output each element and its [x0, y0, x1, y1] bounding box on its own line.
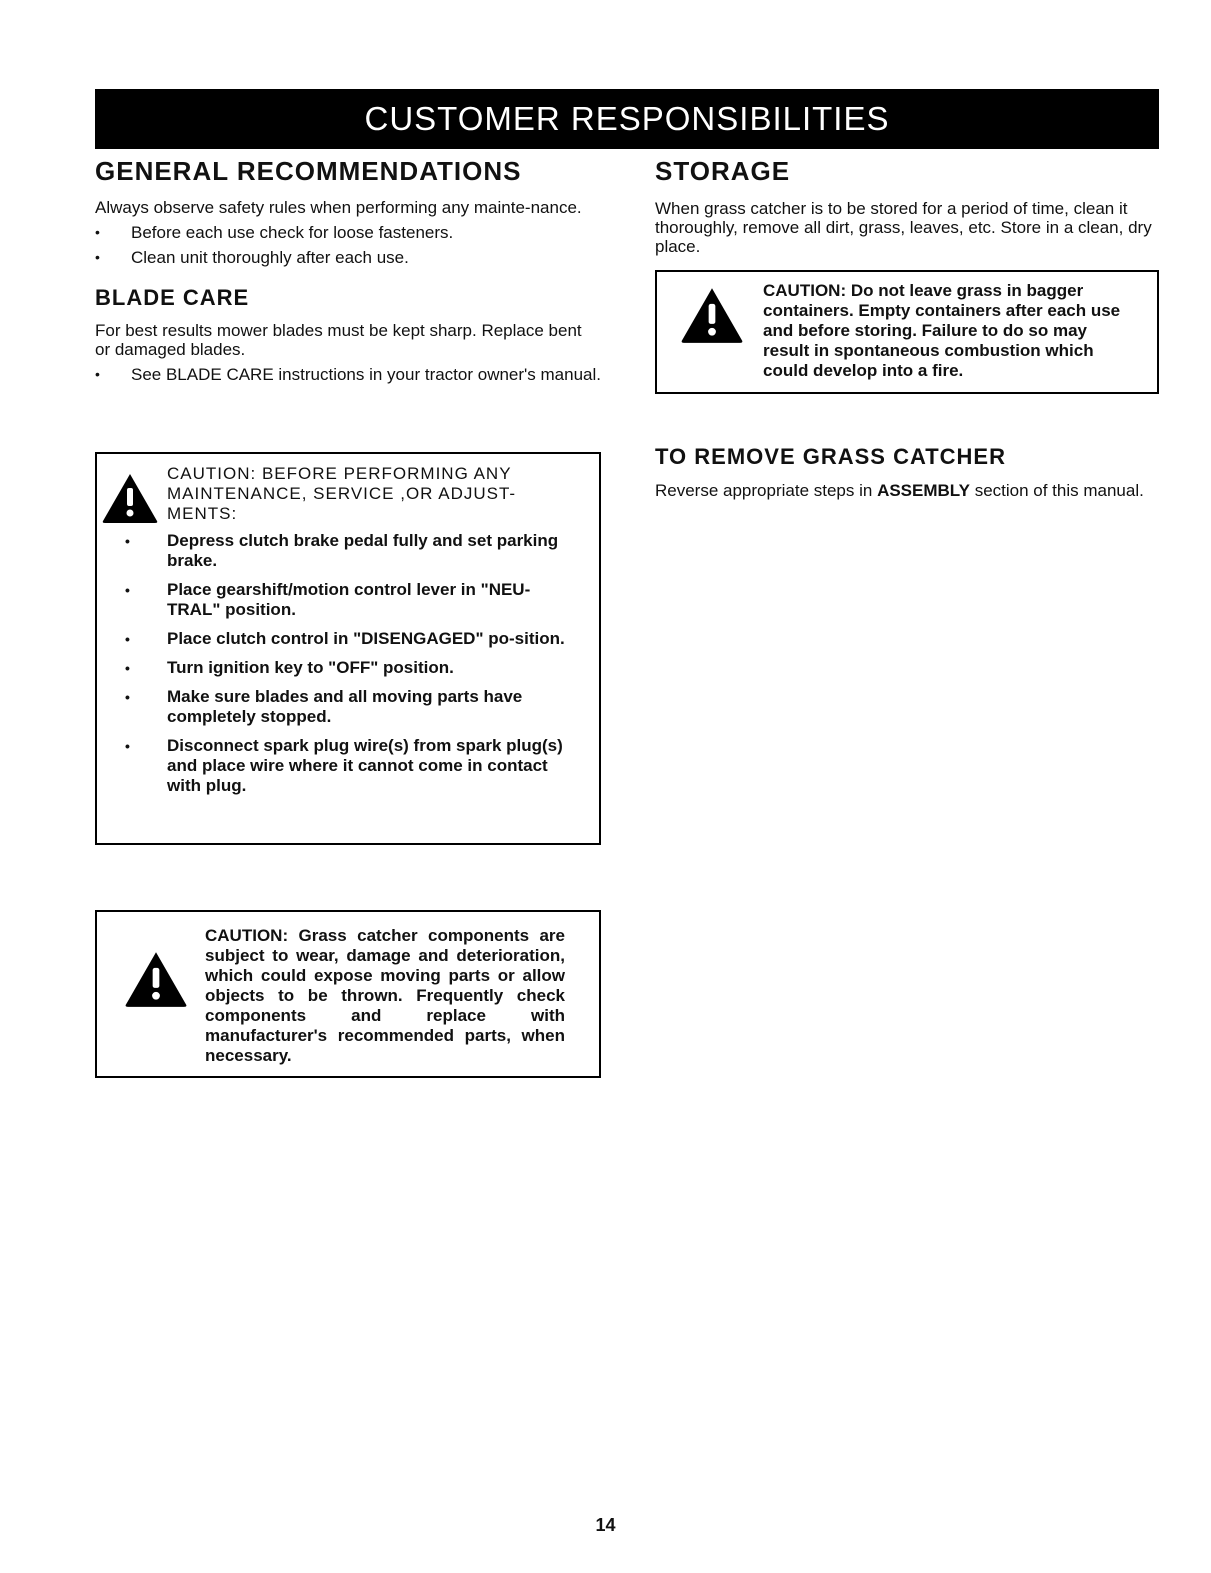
list-item: • Make sure blades and all moving parts have completely stopped.: [97, 687, 567, 727]
remove-section: [655, 444, 1161, 500]
warning-icon: [101, 472, 159, 524]
list-item: • Place clutch control in "DISENGAGED" po-sition.: [97, 629, 567, 649]
page-banner: [95, 89, 1159, 149]
list-item: • Depress clutch brake pedal fully and set parking brake.: [97, 531, 567, 571]
list-item: • Turn ignition key to "OFF" position.: [97, 658, 567, 678]
left-column: [95, 156, 601, 384]
remove-heading: TO REMOVE GRASS CATCHER: [655, 444, 1006, 469]
banner-title: CUSTOMER RESPONSIBILITIES: [364, 100, 890, 137]
list-item: • Disconnect spark plug wire(s) from spark plug(s) and place wire where it cannot come in contact with plug.: [97, 736, 567, 796]
caution-storage-text: CAUTION: Do not leave grass in bagger containers. Empty containers after each use and before storing. Failure to do so may result in spontaneous combustion which could develop into a fire.: [763, 281, 1121, 380]
caution-storage-box: [655, 270, 1159, 394]
storage-heading: STORAGE: [655, 156, 791, 186]
caution-components-box: [95, 910, 601, 1078]
warning-icon: [123, 950, 189, 1008]
list-item: • Clean unit thoroughly after each use.: [95, 248, 601, 267]
general-bullets: [95, 223, 601, 267]
storage-text: When grass catcher is to be stored for a period of time, clean it thoroughly, remove all dirt, grass, leaves, etc. Store in a clean, dry place.: [655, 199, 1152, 256]
general-heading: GENERAL RECOMMENDATIONS: [95, 156, 522, 186]
page-number: 14: [595, 1515, 616, 1535]
caution-maintenance-list: [97, 522, 567, 796]
list-item: • See BLADE CARE instructions in your tractor owner's manual.: [95, 365, 601, 384]
right-column: [655, 156, 1161, 256]
remove-text-part: Reverse appropriate steps in: [655, 481, 878, 500]
caution-maintenance-header: CAUTION: BEFORE PERFORMING ANY MAINTENANCE, SERVICE ,OR ADJUST-MENTS:: [167, 464, 517, 523]
list-item: • Before each use check for loose fasteners.: [95, 223, 601, 242]
blade-care-heading: BLADE CARE: [95, 285, 250, 310]
remove-text-part: section of this manual.: [969, 481, 1144, 500]
remove-text: [655, 481, 1161, 500]
remove-text-bold: ASSEMBLY: [877, 481, 970, 500]
list-item: • Place gearshift/motion control lever in "NEU-TRAL" position.: [97, 580, 567, 620]
caution-maintenance-box: [95, 452, 601, 845]
general-intro: Always observe safety rules when performing any mainte-nance.: [95, 198, 582, 217]
warning-icon: [679, 286, 745, 344]
blade-care-bullets: [95, 365, 601, 384]
blade-care-text: For best results mower blades must be kept sharp. Replace bent or damaged blades.: [95, 321, 582, 359]
caution-components-text: CAUTION: Grass catcher components are subject to wear, damage and deterioration, which could expose moving parts or allow objects to be thrown. Frequently check components and replace with manufacturer's recommended parts, when necessary.: [205, 926, 565, 1065]
